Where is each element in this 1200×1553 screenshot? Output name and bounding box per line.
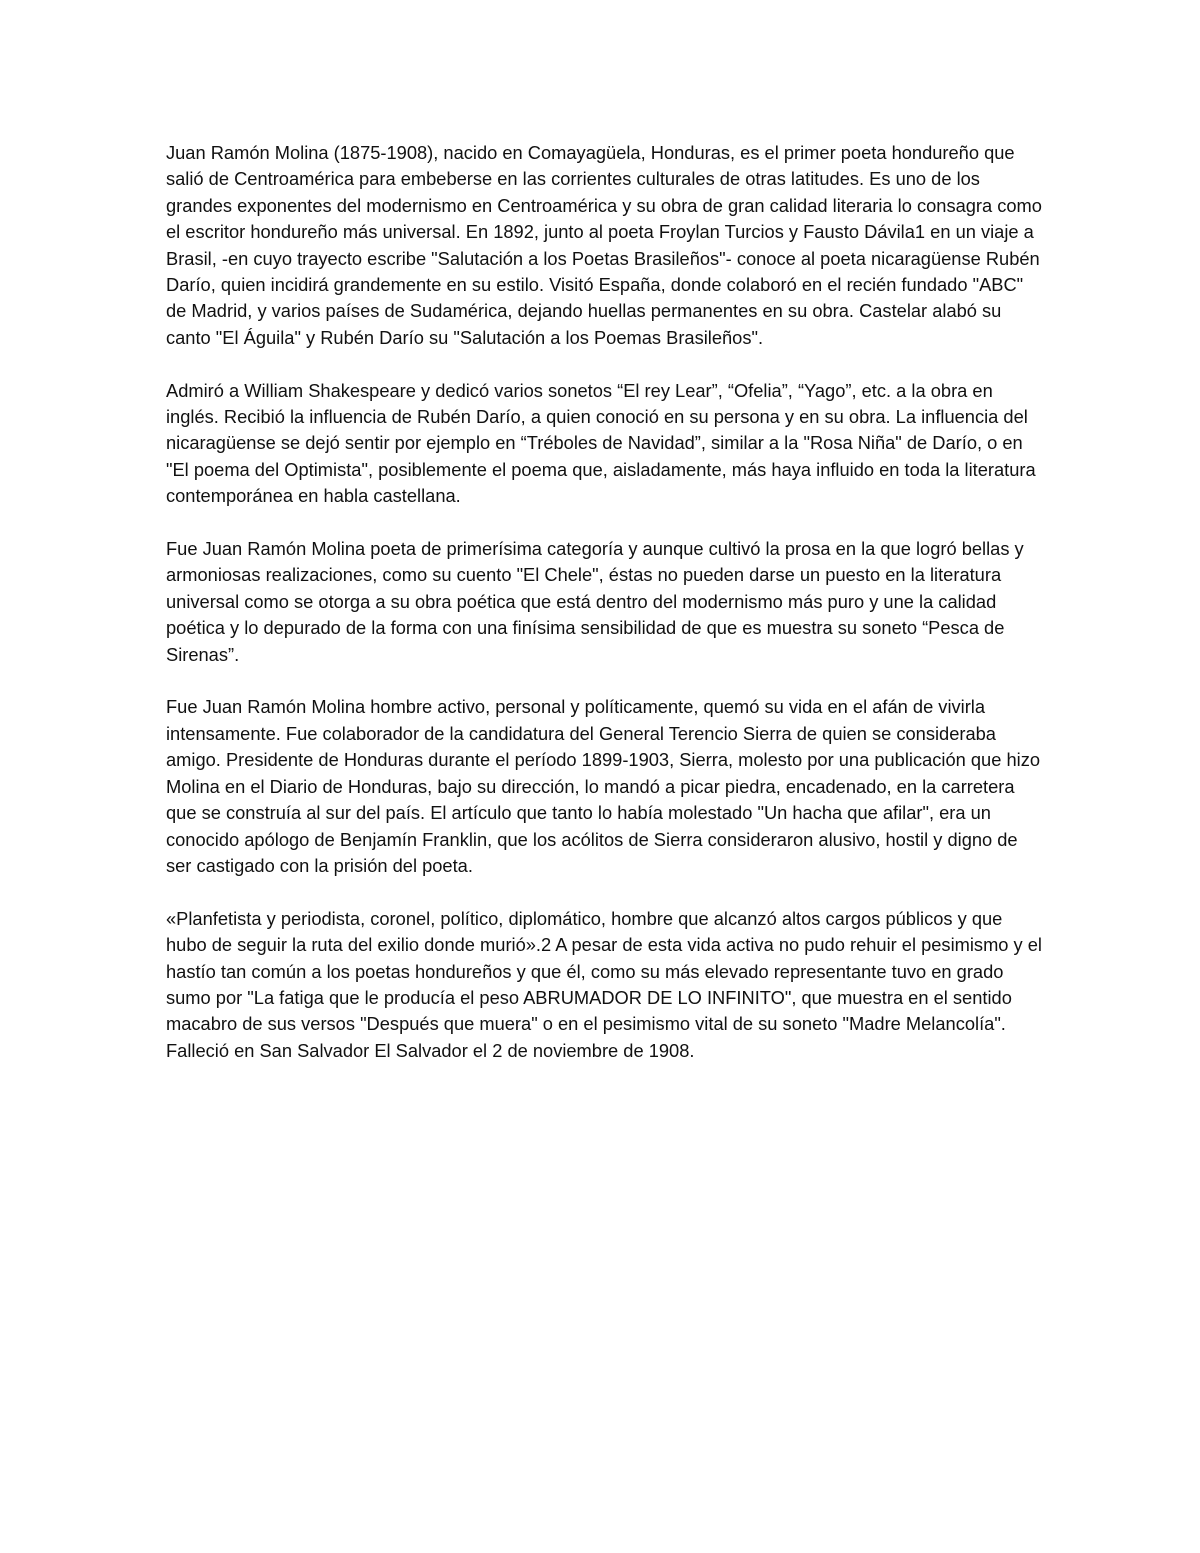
document-body	[166, 140, 1042, 1091]
paragraph-2: Admiró a William Shakespeare y dedicó varios sonetos “El rey Lear”, “Ofelia”, “Yago”, etc. a la obra en inglés. Recibió la influencia de Rubén Darío, a quien conoció en su persona y en su obra. La influencia del nicaragüense se dejó sentir por ejemplo en “Tréboles de Navidad”, similar a la "Rosa Niña" de Darío, o en "El poema del Optimista", posiblemente el poema que, aisladamente, más haya influido en toda la literatura contemporánea en habla castellana.	[166, 379, 1036, 507]
paragraph-3: Fue Juan Ramón Molina poeta de primerísima categoría y aunque cultivó la prosa en la que logró bellas y armoniosas realizaciones, como su cuento "El Chele", éstas no pueden darse un puesto en la literatura universal como se otorga a su obra poética que está dentro del modernismo más puro y une la calidad poética y lo depurado de la forma con una finísima sensibilidad de que es muestra su soneto “Pesca de Sirenas”.	[166, 538, 1024, 665]
paragraph-5: «Planfetista y periodista, coronel, político, diplomático, hombre que alcanzó altos cargos públicos y que hubo de seguir la ruta del exilio donde murió».2 A pesar de esta vida activa no pudo rehuir el pesimismo y el hastío tan común a los poetas hondureños y que él, como su más elevado representante tuvo en grado sumo por "La fatiga que le producía el peso ABRUMADOR DE LO INFINITO", que muestra en el sentido macabro de sus versos "Después que muera" o en el pesimismo vital de su soneto "Madre Melancolía". Falleció en San Salvador El Salvador el 2 de noviembre de 1908.	[166, 907, 1042, 1061]
paragraph-1: Juan Ramón Molina (1875-1908), nacido en Comayagüela, Honduras, es el primer poeta hondureño que salió de Centroamérica para embeberse en las corrientes culturales de otras latitudes. Es uno de los grandes exponentes del modernismo en Centroamérica y su obra de gran calidad literaria lo consagra como el escritor hondureño más universal. En 1892, junto al poeta Froylan Turcios y Fausto Dávila1 en un viaje a Brasil, -en cuyo trayecto escribe "Salutación a los Poetas Brasileños"- conoce al poeta nicaragüense Rubén Darío, quien incidirá grandemente en su estilo. Visitó España, donde colaboró en el recién fundado "ABC" de Madrid, y varios países de Sudamérica, dejando huellas permanentes en su obra. Castelar alabó su canto "El Águila" y Rubén Darío su "Salutación a los Poemas Brasileños".	[166, 142, 1042, 348]
paragraph-4: Fue Juan Ramón Molina hombre activo, personal y políticamente, quemó su vida en el afán de vivirla intensamente. Fue colaborador de la candidatura del General Terencio Sierra de quien se consideraba amigo. Presidente de Honduras durante el período 1899-1903, Sierra, molesto por una publicación que hizo Molina en el Diario de Honduras, bajo su dirección, lo mandó a picar piedra, encadenado, en la carretera que se construía al sur del país. El artículo que tanto lo había molestado "Un hacha que afilar", era un conocido apólogo de Benjamín Franklin, que los acólitos de Sierra consideraron alusivo, hostil y digno de ser castigado con la prisión del poeta.	[166, 696, 1041, 876]
